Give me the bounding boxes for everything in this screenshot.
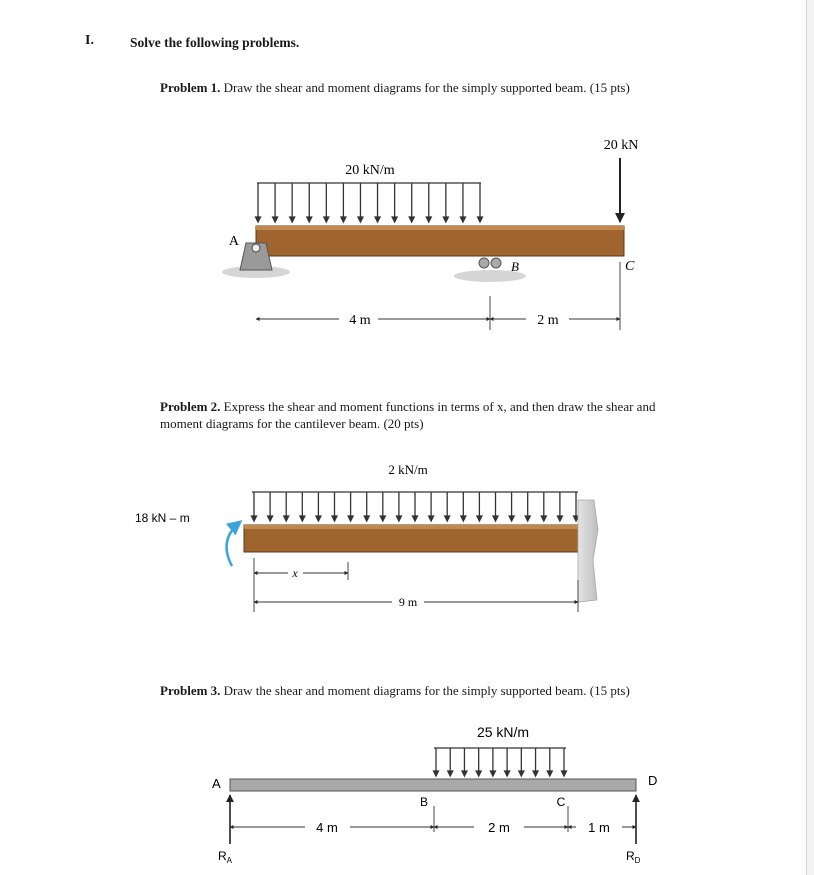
load-arrowhead: [324, 217, 329, 222]
load-arrowhead: [426, 217, 431, 222]
problem-1-label: Problem 1.: [160, 80, 221, 95]
p2-distributed-load-label: 2 kN/m: [388, 462, 428, 477]
p2-distributed-load-arrows: [252, 492, 579, 521]
p1-dimension-1: 4 m: [349, 313, 371, 328]
problem-3-label: Problem 3.: [160, 683, 221, 698]
load-arrowhead: [493, 516, 498, 521]
p3-point-c-label: C: [556, 795, 566, 809]
load-arrowhead: [562, 771, 567, 776]
p3-point-d-label: D: [648, 773, 658, 788]
load-arrowhead: [541, 516, 546, 521]
load-arrowhead: [413, 516, 418, 521]
load-arrowhead: [341, 217, 346, 222]
load-arrowhead: [273, 217, 278, 222]
p1-point-a-label: A: [228, 234, 239, 249]
load-arrowhead: [392, 217, 397, 222]
load-arrowhead: [533, 771, 538, 776]
load-arrowhead: [332, 516, 337, 521]
p3-distributed-load-label: 25 kN/m: [476, 724, 530, 740]
load-arrowhead: [505, 771, 510, 776]
p1-distributed-load-label: 20 kN/m: [345, 163, 395, 178]
load-arrowhead: [375, 217, 380, 222]
problem-1-diagram: [222, 138, 638, 330]
load-arrowhead: [290, 217, 295, 222]
load-arrowhead: [434, 771, 439, 776]
problem-3-diagram: [212, 724, 657, 865]
p3-distributed-load-arrows: [434, 748, 567, 776]
load-arrowhead: [476, 771, 481, 776]
load-arrowhead: [448, 771, 453, 776]
load-arrowhead: [256, 217, 261, 222]
load-arrowhead: [284, 516, 289, 521]
problem-2-label: Problem 2.: [160, 399, 221, 414]
p2-span-label: 9 m: [398, 595, 418, 609]
p1-beam: [256, 226, 624, 256]
load-arrowhead: [380, 516, 385, 521]
p2-moment-arrow: [227, 522, 240, 566]
load-arrowhead: [547, 771, 552, 776]
p3-point-a-label: A: [212, 776, 221, 791]
p1-distributed-load-arrows: [256, 183, 483, 222]
load-arrowhead: [462, 771, 467, 776]
load-arrowhead: [429, 516, 434, 521]
load-arrowhead: [409, 217, 414, 222]
load-arrowhead: [460, 217, 465, 222]
load-arrowhead: [348, 516, 353, 521]
p3-point-b-label: B: [419, 795, 429, 809]
section-number: I.: [85, 33, 94, 48]
p2-fixed-wall: [578, 500, 598, 602]
load-arrowhead: [252, 516, 257, 521]
p3-reaction-a-label: $R_A$: [218, 849, 233, 865]
load-arrowhead: [519, 771, 524, 776]
p1-point-b-label: B: [511, 259, 519, 274]
p3-reaction-d-label: $R_D$: [626, 849, 641, 865]
load-arrowhead: [478, 217, 483, 222]
load-arrowhead: [443, 217, 448, 222]
load-arrowhead: [525, 516, 530, 521]
p3-dimension-2: 2 m: [488, 820, 510, 835]
p3-beam: [230, 779, 636, 791]
load-arrowhead: [490, 771, 495, 776]
load-arrowhead: [461, 516, 466, 521]
p3-dimension-3: 1 m: [588, 820, 610, 835]
load-arrowhead: [557, 516, 562, 521]
p2-x-label: x: [292, 566, 298, 580]
p1-dimension-2: 2 m: [537, 313, 559, 328]
load-arrowhead: [445, 516, 450, 521]
load-arrowhead: [358, 217, 363, 222]
problem-2-text-line1: Express the shear and moment functions in terms of x, and then draw the shear and: [223, 399, 656, 414]
p2-moment-load-label: 18 kN – m: [135, 511, 190, 525]
load-arrowhead: [364, 516, 369, 521]
p2-beam: [244, 525, 580, 552]
problem-3-text: Draw the shear and moment diagrams for the simply supported beam. (15 pts): [223, 683, 630, 698]
load-arrowhead: [307, 217, 312, 222]
p1-point-load-label: 20 kN: [603, 138, 639, 153]
load-arrowhead: [316, 516, 321, 521]
load-arrowhead: [396, 516, 401, 521]
load-arrowhead: [509, 516, 514, 521]
problem-2-diagram: [135, 462, 598, 612]
p1-point-c-label: C: [625, 259, 635, 274]
p3-dimension-1: 4 m: [316, 820, 338, 835]
load-arrowhead: [477, 516, 482, 521]
load-arrowhead: [268, 516, 273, 521]
problem-2-text-line2: moment diagrams for the cantilever beam. (20 pts): [160, 416, 424, 431]
section-title: Solve the following problems.: [130, 35, 300, 50]
problem-1-text: Draw the shear and moment diagrams for the simply supported beam. (15 pts): [223, 80, 630, 95]
load-arrowhead: [300, 516, 305, 521]
